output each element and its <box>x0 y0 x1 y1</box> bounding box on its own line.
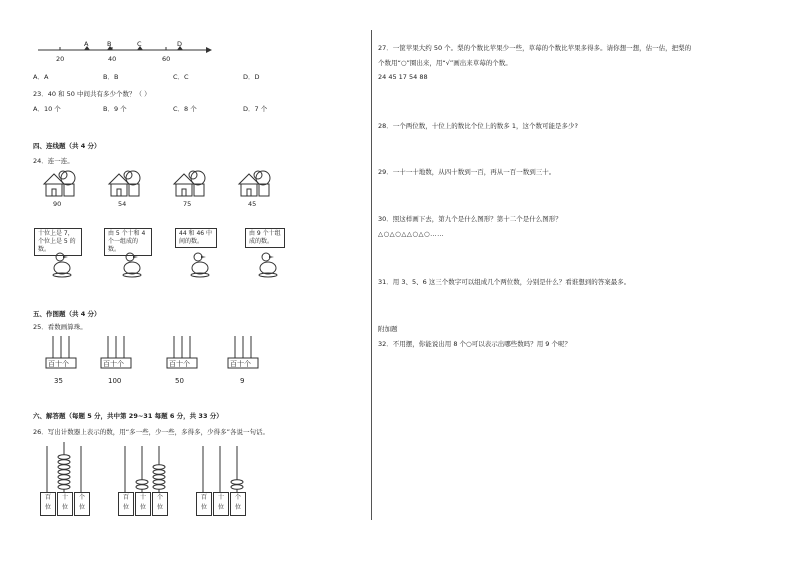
abacus-value: 100 <box>108 377 122 385</box>
point-d: D <box>177 40 183 48</box>
q27-numbers: 24 45 17 54 88 <box>378 73 428 81</box>
speech-bubble: 十位上是 7，个位上是 5 的数。 <box>34 228 82 256</box>
section4-title: 四、连线题（共 4 分） <box>33 142 101 150</box>
q24-text: 24．连一连。 <box>33 157 74 165</box>
tick-20: 20 <box>56 55 65 63</box>
point-b: B <box>107 40 112 48</box>
house-icon <box>172 170 208 198</box>
house-icon <box>237 170 273 198</box>
q29-text: 29．一十一十地数，从四十数到一百，再从一百一数到三十。 <box>378 168 556 176</box>
section5-title: 五、作图题（共 4 分） <box>33 310 101 318</box>
speech-bubble: 44 和 46 中间的数。 <box>175 228 217 248</box>
abacus-label: 百十个 <box>169 360 190 368</box>
abacus-value: 9 <box>240 377 245 385</box>
q22-option-b[interactable]: B．B <box>103 73 119 81</box>
q28-text: 28．一个两位数，十位上的数比个位上的数多 1，这个数可能是多少? <box>378 122 578 130</box>
tick-60: 60 <box>162 55 171 63</box>
abacus-value: 50 <box>175 377 184 385</box>
house-icon <box>42 170 78 198</box>
q25-text: 25．看数画算珠。 <box>33 323 87 331</box>
point-a: A <box>84 40 89 48</box>
q22-option-a[interactable]: A．A <box>33 73 49 81</box>
column-divider <box>371 30 372 520</box>
point-c: C <box>137 40 142 48</box>
abacus-big <box>116 442 166 492</box>
abacus-label: 百十个 <box>48 360 69 368</box>
q32-text: 32．不用摆，你能说出用 8 个○可以表示出哪些数吗？用 9 个呢？ <box>378 340 571 348</box>
abacus-big <box>38 442 88 492</box>
house-number: 90 <box>53 200 62 208</box>
q23-option-d[interactable]: D．7 个 <box>243 105 268 113</box>
q23-option-b[interactable]: B．9 个 <box>103 105 127 113</box>
place-value-boxes: 百 位十 位个 位 <box>40 492 90 516</box>
q31-text: 31．用 3、5、6 这三个数字可以组成几个两位数，分别是什么？看谁想到的答案最多。 <box>378 278 631 286</box>
number-line <box>38 42 218 62</box>
q26-text: 26．写出计数器上表示的数，用“多一些，少一些，多得多，少得多”各说一句话。 <box>33 428 270 436</box>
house-icon <box>107 170 143 198</box>
q30-text: 30．照这样画下去，第九个是什么图形？第十二个是什么图形？ <box>378 215 562 223</box>
abacus-value: 35 <box>54 377 63 385</box>
place-value-boxes: 百 位十 位个 位 <box>118 492 168 516</box>
q23-option-c[interactable]: C．8 个 <box>173 105 197 113</box>
speech-bubble: 由 9 个十组成的数。 <box>245 228 285 248</box>
q22-option-d[interactable]: D．D <box>243 73 260 81</box>
duck-icon <box>52 252 72 278</box>
place-value-boxes: 百 位十 位个 位 <box>196 492 246 516</box>
tick-40: 40 <box>108 55 117 63</box>
house-number: 75 <box>183 200 192 208</box>
duck-icon <box>190 252 210 278</box>
appendix-title: 附加题 <box>378 325 398 333</box>
abacus-label: 百十个 <box>103 360 124 368</box>
q22-option-c[interactable]: C．C <box>173 73 189 81</box>
q23-text: 23．40 和 50 中间共有多少个数？（ ） <box>33 90 151 98</box>
q27-line2: 个数用“○”圈出来，用“√”画出来草莓的个数。 <box>378 59 512 67</box>
duck-icon <box>258 252 278 278</box>
abacus-label: 百十个 <box>230 360 251 368</box>
house-number: 54 <box>118 200 127 208</box>
duck-icon <box>122 252 142 278</box>
house-number: 45 <box>248 200 257 208</box>
section6-title: 六、解答题（每题 5 分，共中第 29~31 每题 6 分，共 33 分） <box>33 412 223 420</box>
abacus-big <box>194 442 244 492</box>
q23-option-a[interactable]: A．10 个 <box>33 105 61 113</box>
q30-pattern: △○△○△△○△○…… <box>378 230 445 238</box>
q27-line1: 27．一筐苹果大约 50 个。梨的个数比苹果少一些，草莓的个数比苹果多得多。请你想一想，估一估，把梨的 <box>378 44 692 52</box>
speech-bubble: 由 5 个十和 4 个一组成的数。 <box>104 228 152 256</box>
